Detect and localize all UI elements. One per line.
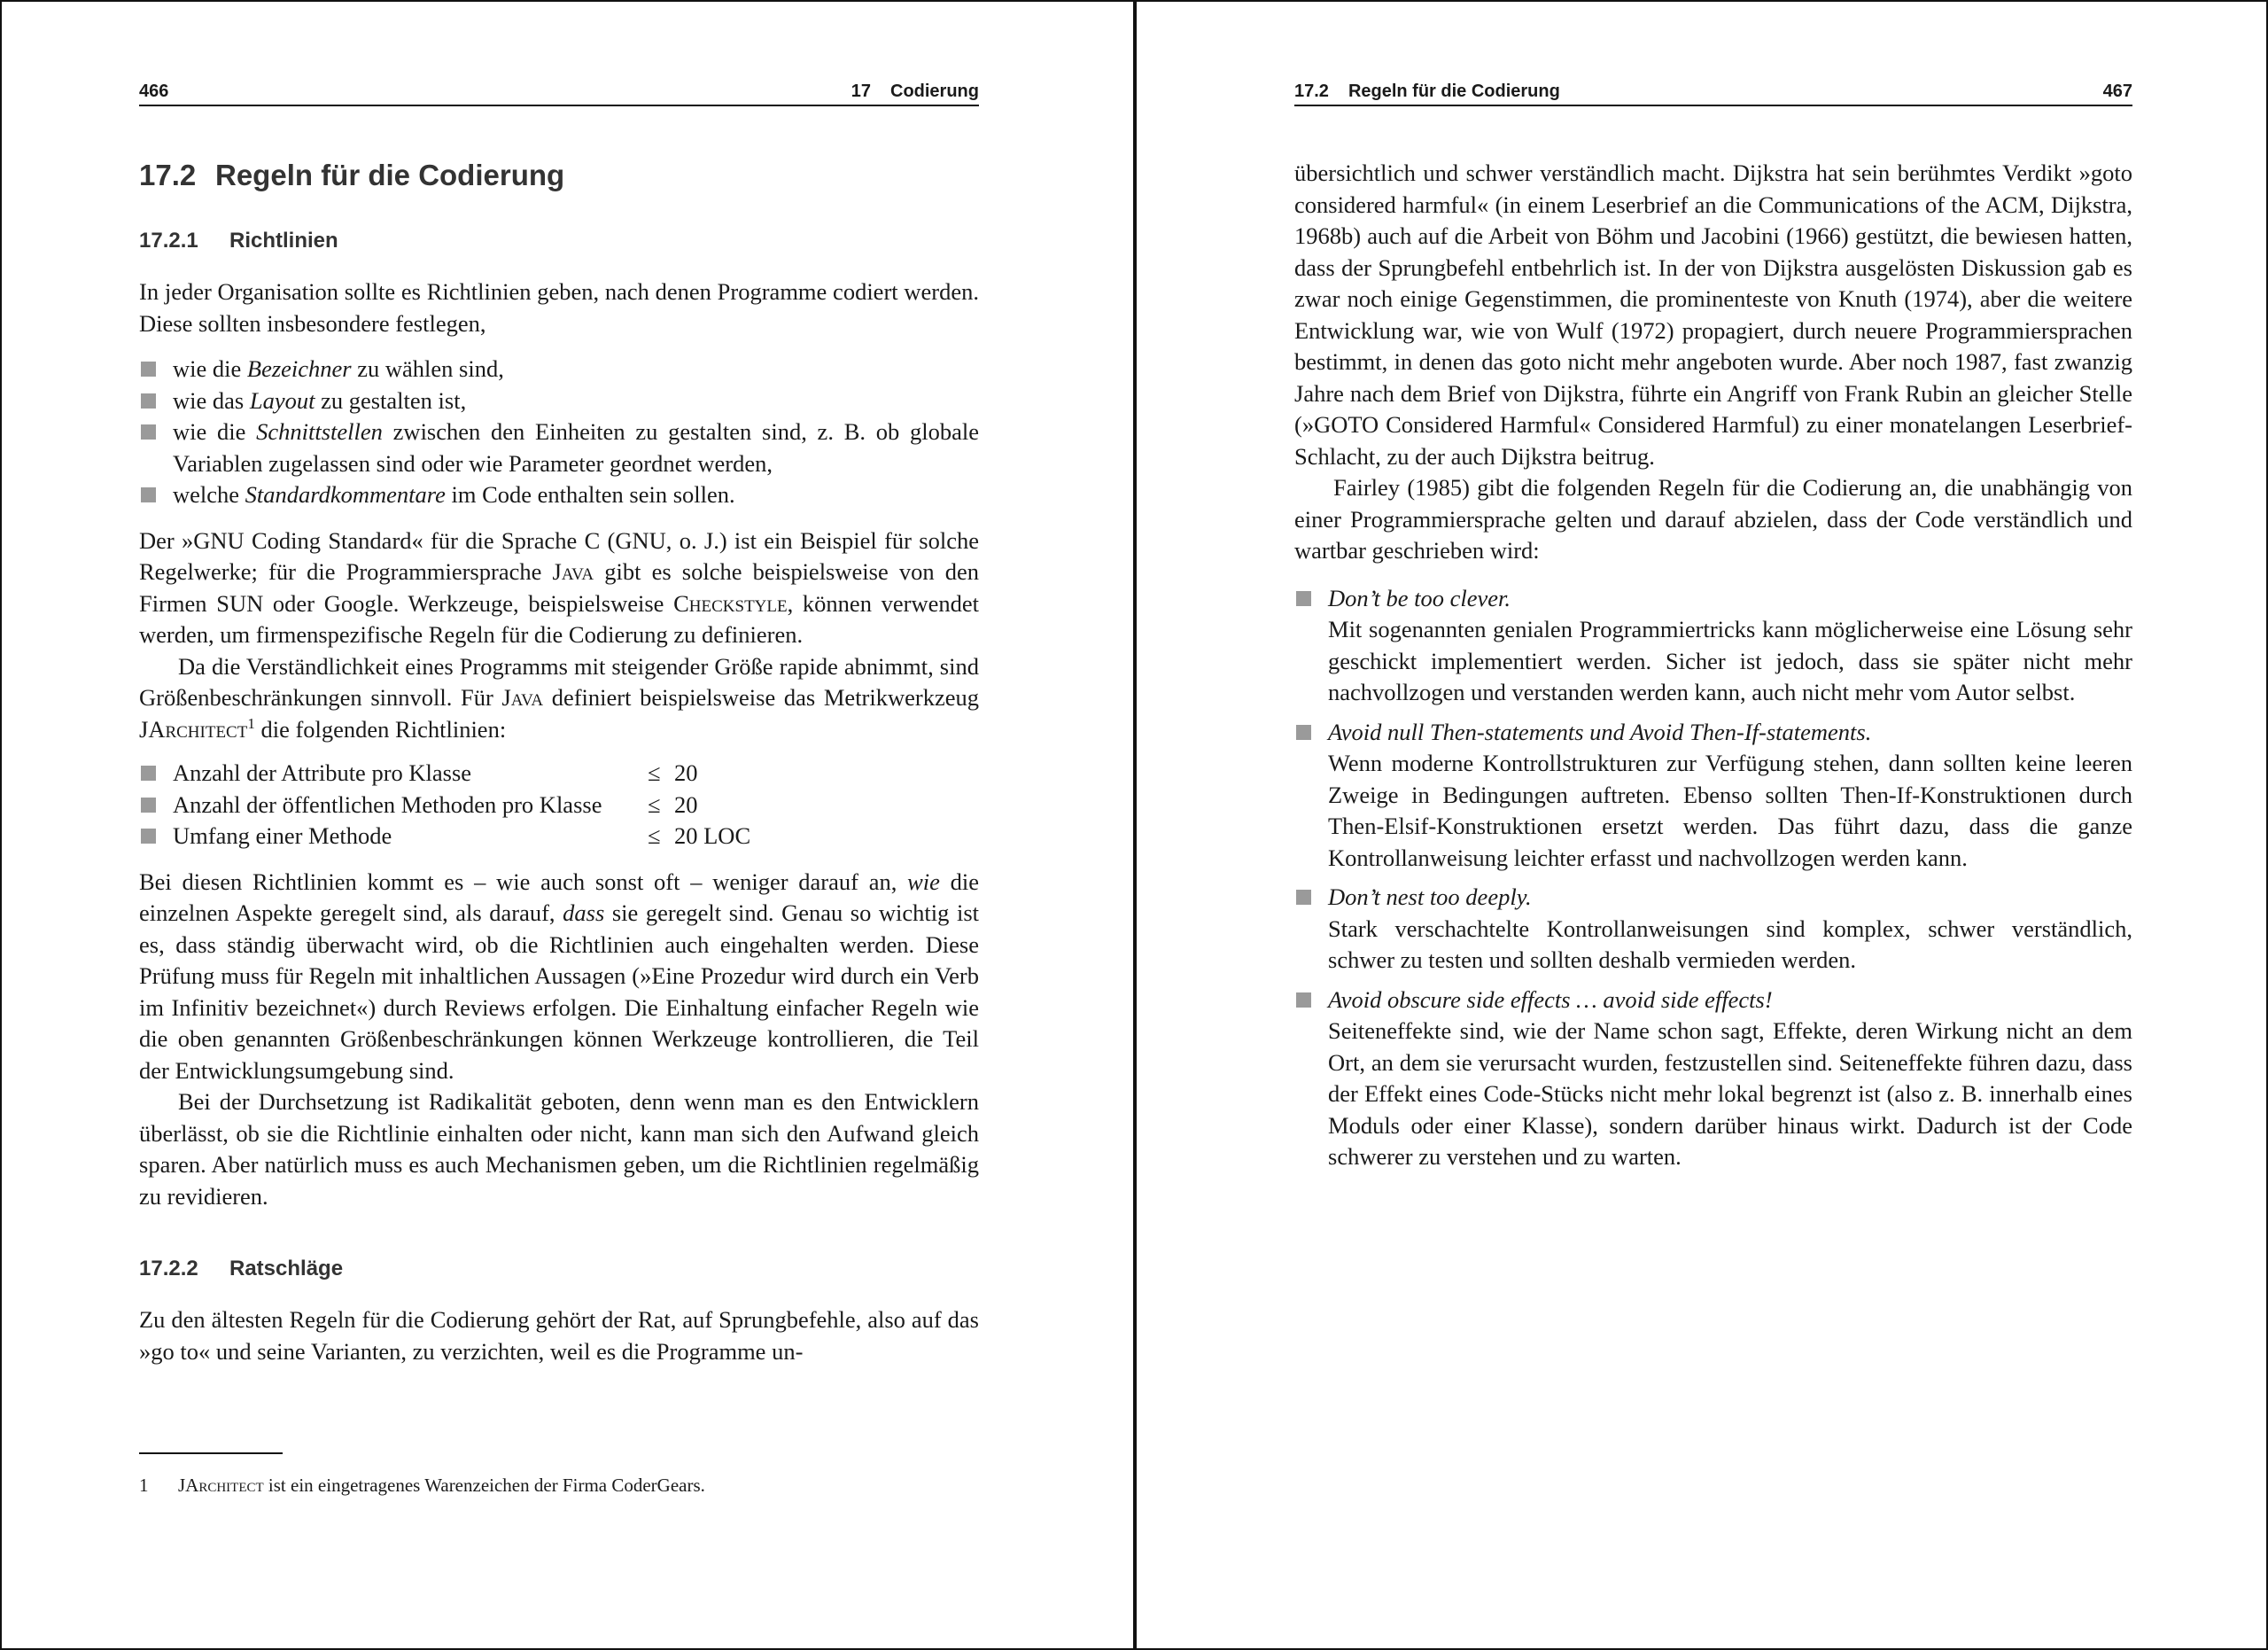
running-header-right bbox=[1294, 82, 2132, 106]
square-bullet-icon bbox=[1296, 725, 1311, 740]
paragraph: Der »GNU Coding Standard« für die Sprache C (GNU, o. J.) ist ein Beispiel für solche Regelwerke; für die Programmiersprache Java gibt es solche beispielsweise von den Firmen SUN oder Google. Werkzeuge, beispielsweise Checkstyle, können verwendet werden, um firmenspezifische Regeln für die Codierung zu definieren. bbox=[139, 526, 979, 648]
subsection-heading-richtlinien bbox=[139, 227, 979, 255]
paragraph: Zu den ältesten Regeln für die Codierung gehört der Rat, auf Sprungbefehle, also auf das »go to« und seine Varianten, zu verzichten, weil es die Programme un- bbox=[139, 1306, 979, 1365]
left-page bbox=[139, 2, 979, 1648]
footnote-number: 1 bbox=[139, 1475, 149, 1496]
subsection-title: Richtlinien bbox=[229, 229, 338, 253]
paragraph: In jeder Organisation sollte es Richtlinien geben, nach denen Programme codiert werden. Diese sollten insbesondere festlegen, bbox=[139, 278, 979, 337]
footnote: 1 JArchitect ist ein eingetragenes Warenzeichen der Firma CoderGears. bbox=[139, 1475, 705, 1496]
rule-text: Seiteneffekte sind, wie der Name schon sagt, Effekte, deren Wirkung nicht an dem Ort, an dem sie verursacht wurden, festzustellen sind. Seiteneffekte führen dazu, dass der Effekt eines Code-Stücks nicht mehr lokal begrenzt ist (also z. B. innerhalb eines Moduls oder einer Klasse), sondern darüber hinaus wirkt. Dadurch ist der Code schwerer zu verstehen und zu warten. bbox=[1328, 1017, 2132, 1170]
paragraph: Fairley (1985) gibt die folgenden Regeln für die Codierung an, die unabhängig von einer Programmiersprache gelten und darauf abzielen, dass der Code verständlich und wartbar geschrieben wird: bbox=[1294, 474, 2132, 564]
list-item bbox=[1294, 717, 2132, 875]
square-bullet-icon bbox=[141, 766, 156, 781]
rule-title: Avoid obscure side effects … avoid side effects! bbox=[1328, 985, 1773, 1013]
metrics-table bbox=[139, 758, 750, 852]
square-bullet-icon bbox=[1296, 890, 1311, 905]
subsection-title: Ratschläge bbox=[229, 1257, 344, 1280]
rule-title: Don’t be too clever. bbox=[1328, 584, 1511, 611]
rule-text: Stark verschachtelte Kontrollanweisungen sind komplex, schwer verständlich, schwer zu testen und sollten deshalb vermieden werden. bbox=[1328, 915, 2132, 973]
rules-list bbox=[1294, 583, 2132, 1173]
rule-title: Don’t nest too deeply. bbox=[1328, 883, 1532, 910]
section-number: 17.2 bbox=[139, 159, 197, 191]
left-page-body bbox=[139, 158, 979, 1367]
section-title: Regeln für die Codierung bbox=[215, 159, 565, 191]
square-bullet-icon bbox=[141, 487, 156, 502]
square-bullet-icon bbox=[141, 362, 156, 377]
square-bullet-icon bbox=[141, 393, 156, 409]
footnote-rule bbox=[139, 1452, 283, 1454]
rule-title: Avoid null Then-statements und Avoid Then-If-statements. bbox=[1328, 718, 1872, 745]
list-item: welche Standardkommentare im Code enthalten sein sollen. bbox=[139, 479, 979, 511]
paragraph: Da die Verständlichkeit eines Programms mit steigender Größe rapide abnimmt, sind Größenbeschränkungen sinnvoll. Für Java definiert beispielsweise das Metrikwerkzeug JArchitect$^1$ die folgenden Richtlinien: bbox=[139, 652, 979, 743]
footnote-marker: 1 bbox=[247, 714, 255, 732]
square-bullet-icon bbox=[1296, 992, 1311, 1008]
paragraph: Bei diesen Richtlinien kommt es – wie auch sonst oft – weniger darauf an, wie die einzelnen Aspekte geregelt sind, als darauf, dass sie geregelt sind. Genau so wichtig ist es, dass ständig überwacht wird, ob die Richtlinien auch eingehalten werden. Diese Prüfung muss für Regeln mit inhaltlichen Aussagen (»Eine Prozedur wird durch ein Verb im Infinitiv bezeichnet«) durch Reviews erfolgen. Die Einhaltung einfacher Regeln wie die oben genannten Größenbeschränkungen können Werkzeuge kontrollieren, die Teil der Entwicklungsumgebung sind. bbox=[139, 868, 979, 1084]
section-header bbox=[1294, 82, 1560, 102]
square-bullet-icon bbox=[1296, 591, 1311, 606]
bullet-list bbox=[139, 354, 979, 511]
list-item bbox=[1294, 985, 2132, 1173]
paragraph: übersichtlich und schwer verständlich macht. Dijkstra hat sein berühmtes Verdikt »goto considered harmful« (in einem Leserbrief an die Communications of the ACM, Dijkstra, 1968b) auch auf die Arbeit von Böhm und Jacobini (1966) gestützt, die bewiesen hatten, dass der Sprungbefehl entbehrlich ist. In der von Dijkstra ausgelösten Diskussion gab es zwar noch einige Gegenstimmen, die prominenteste von Knuth (1974), aber die weitere Entwicklung war, wie von Wulf (1972) propagiert, durch neuere Programmiersprachen bestimmt, in denen das goto nicht mehr angeboten wurde. Aber noch 1987, fast zwanzig Jahre nach dem Brief von Dijkstra, führte ein Angriff von Frank Rubin an gleicher Stelle (»GOTO Considered Harmful« Considered Harmful) zu einer monatelangen Leserbrief-Schlacht, zu der auch Dijkstra beitrug. bbox=[1294, 160, 2132, 470]
rule-text: Wenn moderne Kontrollstrukturen zur Verfügung stehen, dann sollten keine leeren Zweige in Bedingungen auftreten. Ebenso sollten Then-If-Konstruktionen durch Then-Elsif-Konstruktionen ersetzt werden. Das führt dazu, dass die ganze Kontrollanweisung leichter erfasst und nachvollzogen werden kann. bbox=[1328, 750, 2132, 871]
paragraph: Bei der Durchsetzung ist Radikalität geboten, denn wenn man es den Entwicklern überlässt, ob sie die Richtlinie einhalten oder nicht, kann man sich den Aufwand gleich sparen. Aber natürlich muss es auch Mechanismen geben, um die Richtlinien regelmäßig zu revidieren. bbox=[139, 1088, 979, 1210]
subsection-heading-ratschlaege bbox=[139, 1255, 979, 1283]
page-number-right: 467 bbox=[2102, 82, 2132, 101]
list-item bbox=[1294, 583, 2132, 709]
right-page bbox=[1294, 2, 2132, 1648]
list-item: wie das Layout zu gestalten ist, bbox=[139, 385, 979, 417]
table-row: Umfang einer Methode ≤ 20 LOC bbox=[139, 821, 750, 852]
subsection-number: 17.2.2 bbox=[139, 1257, 198, 1280]
list-item: wie die Schnittstellen zwischen den Einheiten zu gestalten sind, z. B. ob globale Variablen zugelassen sind oder wie Parameter geordnet werden, bbox=[139, 416, 979, 479]
page-number-left: 466 bbox=[139, 82, 169, 101]
list-item bbox=[1294, 882, 2132, 977]
table-row: Anzahl der Attribute pro Klasse ≤ 20 bbox=[139, 758, 750, 790]
section-title: Regeln für die Codierung bbox=[1348, 82, 1560, 101]
subsection-number: 17.2.1 bbox=[139, 229, 198, 253]
square-bullet-icon bbox=[141, 424, 156, 440]
running-header-left bbox=[139, 82, 979, 106]
list-item: wie die Bezeichner zu wählen sind, bbox=[139, 354, 979, 385]
square-bullet-icon bbox=[141, 829, 156, 844]
table-row: Anzahl der öffentlichen Methoden pro Klasse ≤ 20 bbox=[139, 790, 750, 821]
section-heading bbox=[139, 158, 979, 193]
chapter-number: 17 bbox=[850, 82, 871, 101]
chapter-header bbox=[851, 82, 979, 102]
square-bullet-icon bbox=[141, 798, 156, 813]
page-gutter bbox=[1133, 2, 1137, 1648]
right-page-body bbox=[1294, 158, 2132, 1173]
section-number: 17.2 bbox=[1294, 82, 1329, 101]
rule-text: Mit sogenannten genialen Programmiertricks kann möglicherweise eine Lösung sehr geschickt implementiert werden. Sicher ist jedoch, dass sie später nicht mehr nachvollzogen und verstanden werden kann, auch nicht mehr vom Autor selbst. bbox=[1328, 616, 2132, 705]
chapter-title: Codierung bbox=[890, 82, 979, 101]
